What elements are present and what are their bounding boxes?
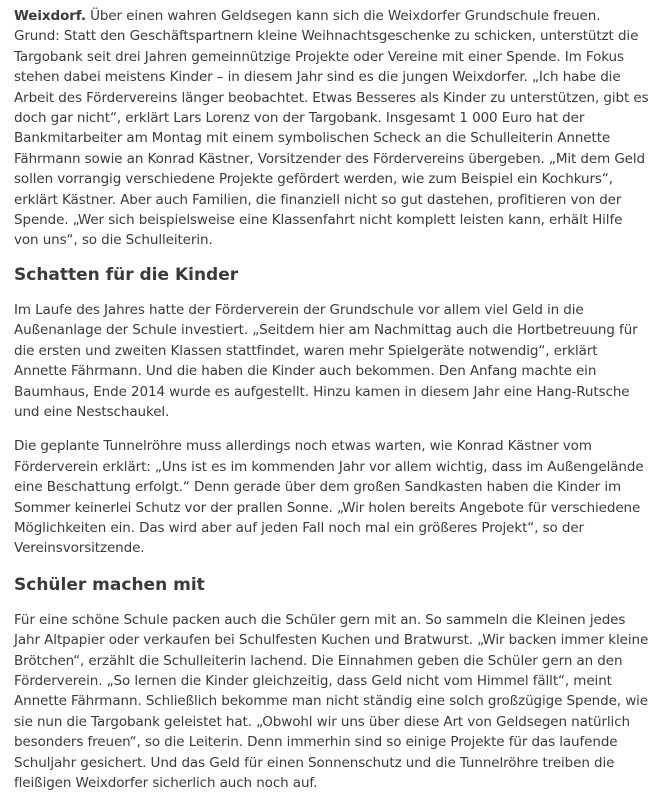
lead-text: Über einen wahren Geldsegen kann sich die Weixdorfer Grundschule freuen. Grund: Statt den Geschäftspartnern kleine Weihnachtsgeschenke zu schicken, unterstützt die Targobank seit drei Jahren gemeinnützige Projekte oder Vereine mit einer Spende. Im Fokus stehen dabei meistens Kinder – in diesem Jahr sind es die jungen Weixdorfer. „Ich habe die Arbeit des Fördervereins länger beobachtet. Etwas Besseres als Kinder zu unterstützen, gibt es doch gar nicht“, erklärt Lars Lorenz von der Targobank. Insgesamt 1 000 Euro hat der Bankmitarbeiter am Montag mit einem symbolischen Scheck an die Schulleiterin Annette Fährmann sowie an Konrad Kästner, Vorsitzender des Fördervereins übergeben. „Mit dem Geld sollen vorrangig verschiedene Projekte gefördert werden, wie zum Beispiel ein Kochkurs“, erklärt Kästner. Aber auch Familien, die finanziell nicht so gut dastehen, profitieren von der Spende. „Wer sich beispielsweise eine Klassenfahrt nicht komplett leisten kann, erhält Hilfe von uns“, so die Schulleiterin. bbox=[14, 8, 649, 249]
paragraph: Im Laufe des Jahres hatte der Förderverein der Grundschule vor allem viel Geld in die Außenanlage der Schule investiert. „Seitdem hier am Nachmittag auch die Hortbetreuung für die ersten und zweiten Klassen stattfindet, waren mehr Spielgeräte notwendig“, erklärt Annette Fährmann. Und die haben die Kinder auch bekommen. Den Anfang machte ein Baumhaus, Ende 2014 wurde es aufgestellt. Hinzu kamen in diesem Jahr eine Hang-Rutsche und eine Nestschaukel. bbox=[14, 301, 638, 420]
section-heading: Schüler machen mit bbox=[14, 574, 205, 595]
paragraph: Für eine schöne Schule packen auch die Schüler gern mit an. So sammeln die Kleinen jedes Jahr Altpapier oder verkaufen bei Schulfesten Kuchen und Bratwurst. „Wir backen immer kleine Brötchen“, erzählt die Schulleiterin lachend. Die Einnahmen geben die Schüler gern an den Förderverein. „So lernen die Kinder gleichzeitig, dass Geld nicht vom Himmel fällt“, meint Annette Fährmann. Schließlich bekomme man nicht ständig eine solch großzügige Spende, wie sie nun die Targobank geleistet hat. „Obwohl wir uns über diese Art von Geldsegen natürlich besonders freuen“, so die Leiterin. Denn immerhin sind so einige Projekte für das laufende Schuljahr gesichert. Und das Geld für einen Sonnenschutz und die Tunnelröhre treiben die fleißigen Weixdorfer sicherlich auch noch auf. bbox=[14, 611, 649, 791]
dateline: Weixdorf. bbox=[14, 8, 86, 24]
lead-paragraph bbox=[14, 6, 649, 251]
paragraph: Die geplante Tunnelröhre muss allerdings noch etwas warten, wie Konrad Kästner vom Förderverein erklärt: „Uns ist es im kommenden Jahr vor allem wichtig, dass im Außengelände eine Beschattung erfolgt.“ Denn gerade über dem großen Sandkasten haben die Kinder im Sommer keinerlei Schutz vor der prallen Sonne. „Wir holen bereits Angebote für verschiedene Möglichkeiten ein. Das wird aber auf jeden Fall noch mal ein größeres Projekt“, so der Vereinsvorsitzende. bbox=[14, 438, 644, 557]
section-heading: Schatten für die Kinder bbox=[14, 264, 239, 285]
